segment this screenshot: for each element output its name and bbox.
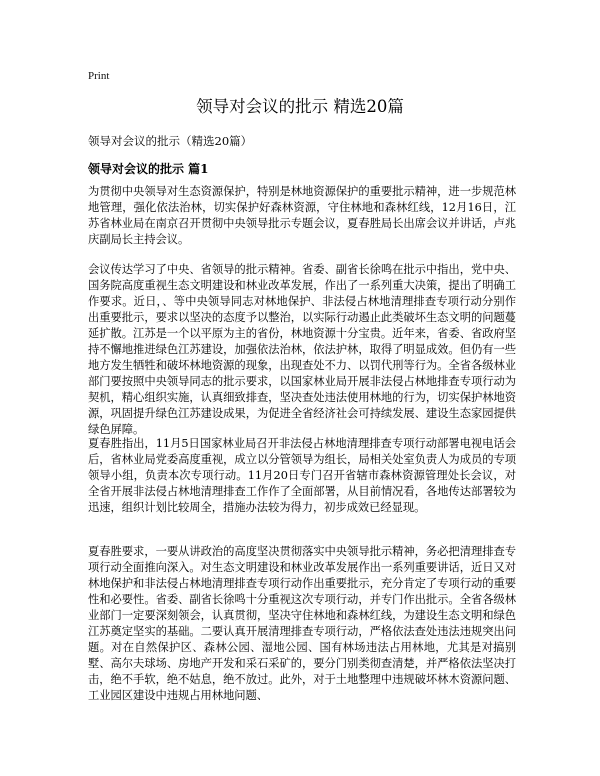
paragraph-1: 为贯彻中央领导对生态资源保护，特别是林地资源保护的重要批示精神，进一步规范林地管理，强化依法治林，切实保护好森林资源，守住林地和森林红线，12月16日，江苏省林业局在南京召开贯彻中央领导批示专题会议，夏春胜局长出席会议并讲话，卢兆庆副局长主持会议。 <box>88 185 516 246</box>
paragraph-3: 夏春胜指出，11月5日国家林业局召开非法侵占林地清理排查专项行动部署电视电话会后，省林业局党委高度重视，成立以分管领导为组长，局相关处室负责人为成员的专项领导小组，负责本次专项行动。11月20日专门召开省辖市森林资源管理处长会议，对全省开展非法侵占林地清理排查工作作了全面部署，从目前情况看，各地传达部署较为迅速，组织计划比较周全，措施办法较为得力，初步成效已经显现。 <box>88 437 516 514</box>
paragraph-4: 夏春胜要求，一要从讲政治的高度坚决贯彻落实中央领导批示精神，务必把清理排查专项行动全面推向深入。对生态文明建设和林业改革发展作出一系列重要讲话，近日又对林地保护和非法侵占林地清理排查专项行动作出重要批示，充分肯定了专项行动的重要性和必要性。省委、副省长徐鸣十分重视这次专项行动，并专门作出批示。全省各级林业部门一定要深刻领会，认真贯彻，坚决守住林地和森林红线，为建设生态文明和绿色江苏奠定坚实的基础。二要认真开展清理排查专项行动，严格依法查处违法违规突出问题。对在自然保护区、森林公园、湿地公园、国有林场违法占用林地，尤其是对搞别墅、高尔夫球场、房地产开发和采石采矿的，要分门别类彻查清楚，并严格依法坚决打击，绝不手软，绝不姑息，绝不放过。此外，对于土地整理中违规破坏林木资源问题、工业园区建设中违规占用林地问题、 <box>88 545 516 702</box>
document-subtitle: 领导对会议的批示（精选20篇） <box>88 134 253 148</box>
print-link[interactable]: Print <box>88 70 110 82</box>
paragraph-2: 会议传达学习了中央、省领导的批示精神。省委、副省长徐鸣在批示中指出，党中央、国务院高度重视生态文明建设和林业改革发展，作出了一系列重大决策，提出了明确工作要求。近日，、等中央领导同志对林地保护、非法侵占林地清理排查专项行动分别作出重要批示，要求以坚决的态度予以整治，以实际行动遏止此类破坏生态文明的问题蔓延扩散。江苏是一个以平原为主的省份，林地资源十分宝贵。近年来，省委、省政府坚持不懈地推进绿色江苏建设，加强依法治林，依法护林，取得了明显成效。但仍有一些地方发生牺牲和破坏林地资源的现象，出现查处不力、以罚代刑等行为。全省各级林业部门要按照中央领导同志的批示要求，以国家林业局开展非法侵占林地排查专项行动为契机，精心组织实施，认真细致排查，坚决查处违法使用林地的行为，切实保护林地资源，巩固提升绿色江苏建设成果，为促进全省经济社会可持续发展、建设生态家园提供绿色屏障。 <box>88 263 516 436</box>
section-heading: 领导对会议的批示 篇1 <box>88 162 209 176</box>
page-title: 领导对会议的批示 精选20篇 <box>196 97 404 116</box>
